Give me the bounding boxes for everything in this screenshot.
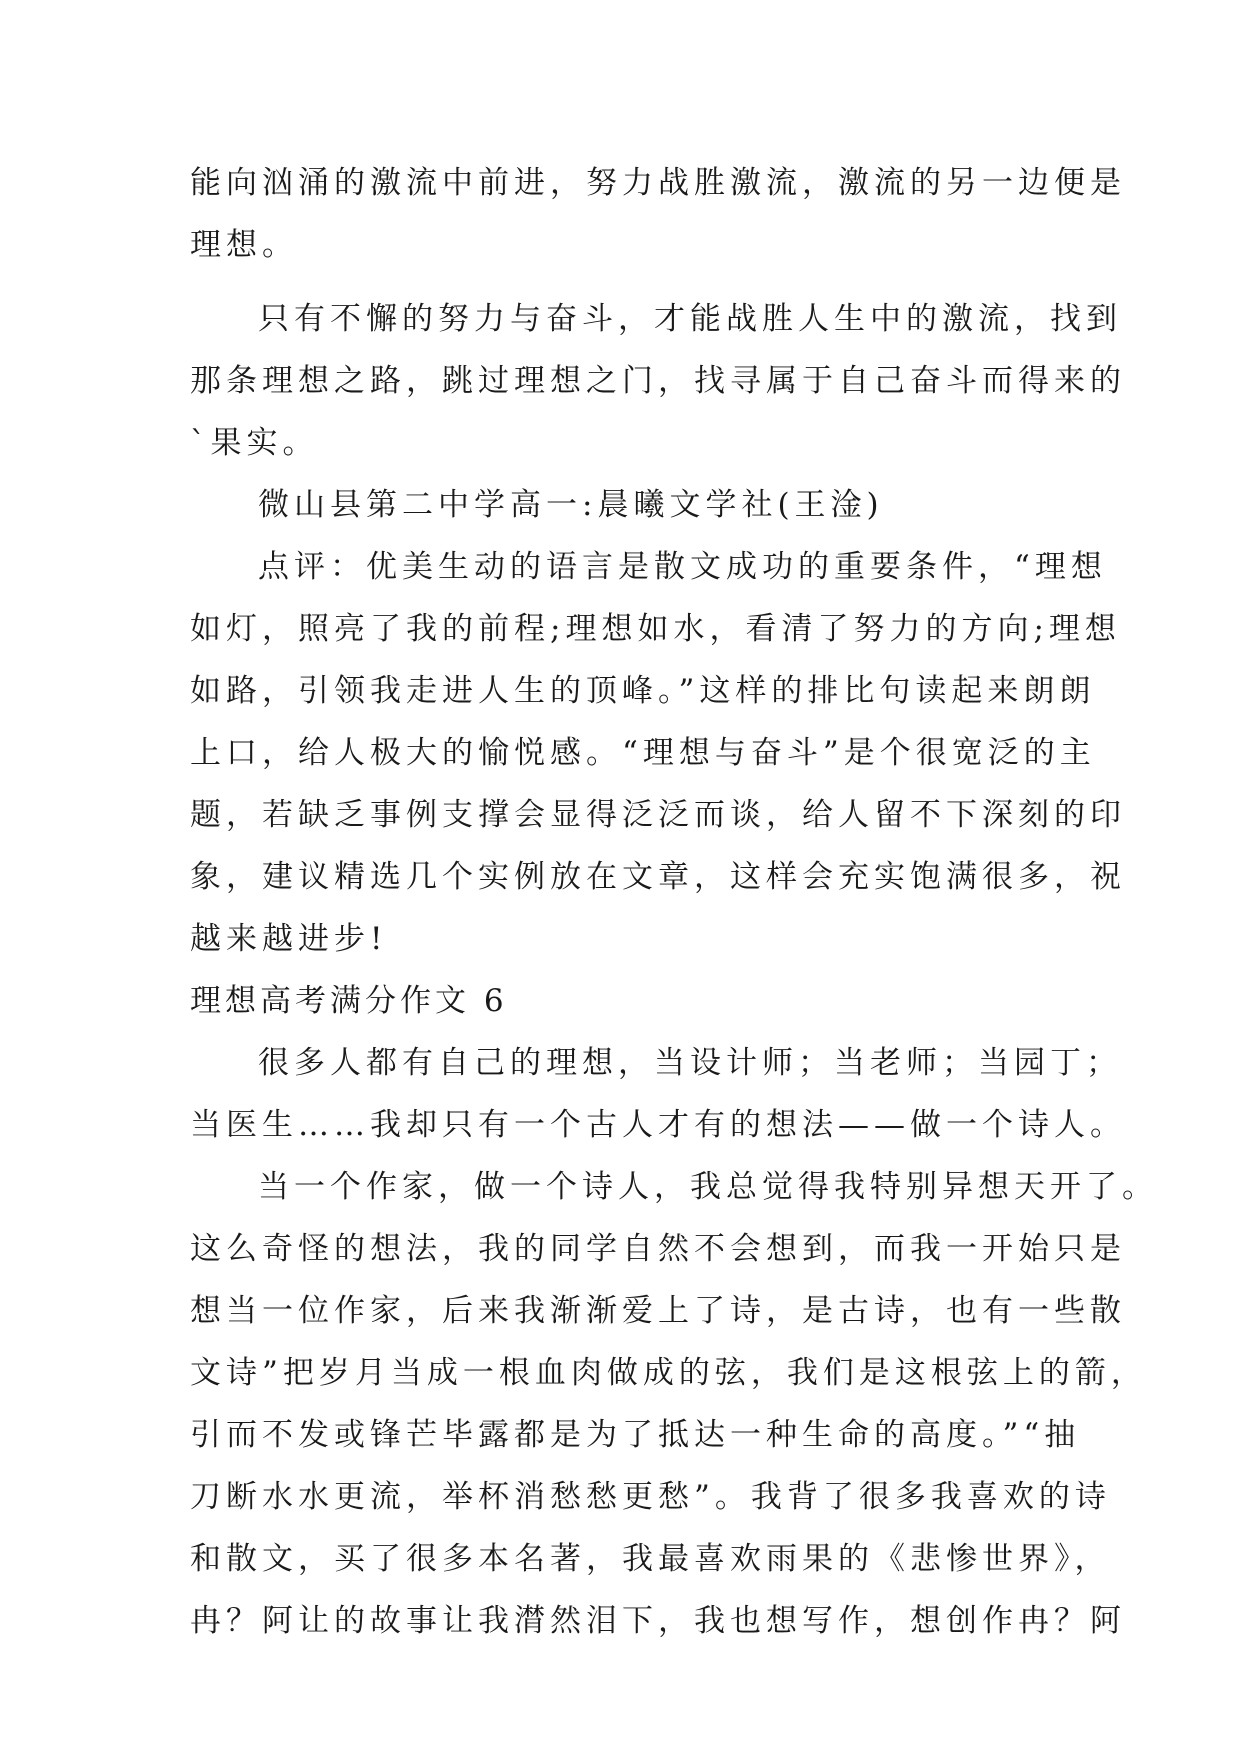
body-line: 题，若缺乏事例支撑会显得泛泛而谈，给人留不下深刻的印 xyxy=(190,797,1126,833)
body-line: 当医生……我却只有一个古人才有的想法——做一个诗人。 xyxy=(190,1107,1126,1143)
section-heading: 理想高考满分作文 6 xyxy=(190,983,508,1019)
paragraph-start-line: 只有不懈的努力与奋斗，才能战胜人生中的激流，找到 xyxy=(258,301,1122,337)
body-line: 如灯，照亮了我的前程;理想如水，看清了努力的方向;理想 xyxy=(190,611,1121,647)
author-attribution: 微山县第二中学高一:晨曦文学社(王淦) xyxy=(258,487,884,523)
body-line: 上口，给人极大的愉悦感。“理想与奋斗”是个很宽泛的主 xyxy=(190,735,1096,771)
paragraph-start-line: 点评：优美生动的语言是散文成功的重要条件，“理想 xyxy=(258,549,1107,585)
paragraph-start-line: 很多人都有自己的理想，当设计师；当老师；当园丁； xyxy=(258,1045,1122,1081)
body-line: 文诗”把岁月当成一根血肉做成的弦，我们是这根弦上的箭， xyxy=(190,1355,1147,1391)
body-line: 越来越进步! xyxy=(190,921,388,957)
body-line: 如路，引领我走进人生的顶峰。”这样的排比句读起来朗朗 xyxy=(190,673,1096,709)
body-line: 那条理想之路，跳过理想之门，找寻属于自己奋斗而得来的 xyxy=(190,363,1126,399)
body-line: 想当一位作家，后来我渐渐爱上了诗，是古诗，也有一些散 xyxy=(190,1293,1126,1329)
body-line: 引而不发或锋芒毕露都是为了抵达一种生命的高度。”“抽 xyxy=(190,1417,1081,1453)
body-line: 冉？阿让的故事让我潸然泪下，我也想写作，想创作冉？阿 xyxy=(190,1603,1126,1639)
body-line: 能向汹涌的激流中前进，努力战胜激流，激流的另一边便是 xyxy=(190,165,1126,201)
body-line: 和散文，买了很多本名著，我最喜欢雨果的《悲惨世界》， xyxy=(190,1541,1111,1577)
paragraph-start-line: 当一个作家，做一个诗人，我总觉得我特别异想天开了。 xyxy=(258,1169,1158,1205)
document-body xyxy=(190,152,1158,1652)
body-line: 这么奇怪的想法，我的同学自然不会想到，而我一开始只是 xyxy=(190,1231,1126,1267)
body-line: 象，建议精选几个实例放在文章，这样会充实饱满很多，祝 xyxy=(190,859,1126,895)
body-line: 刀断水水更流，举杯消愁愁更愁”。我背了很多我喜欢的诗 xyxy=(190,1479,1111,1515)
body-line: `果实。 xyxy=(190,425,319,461)
body-line: 理想。 xyxy=(190,227,298,263)
